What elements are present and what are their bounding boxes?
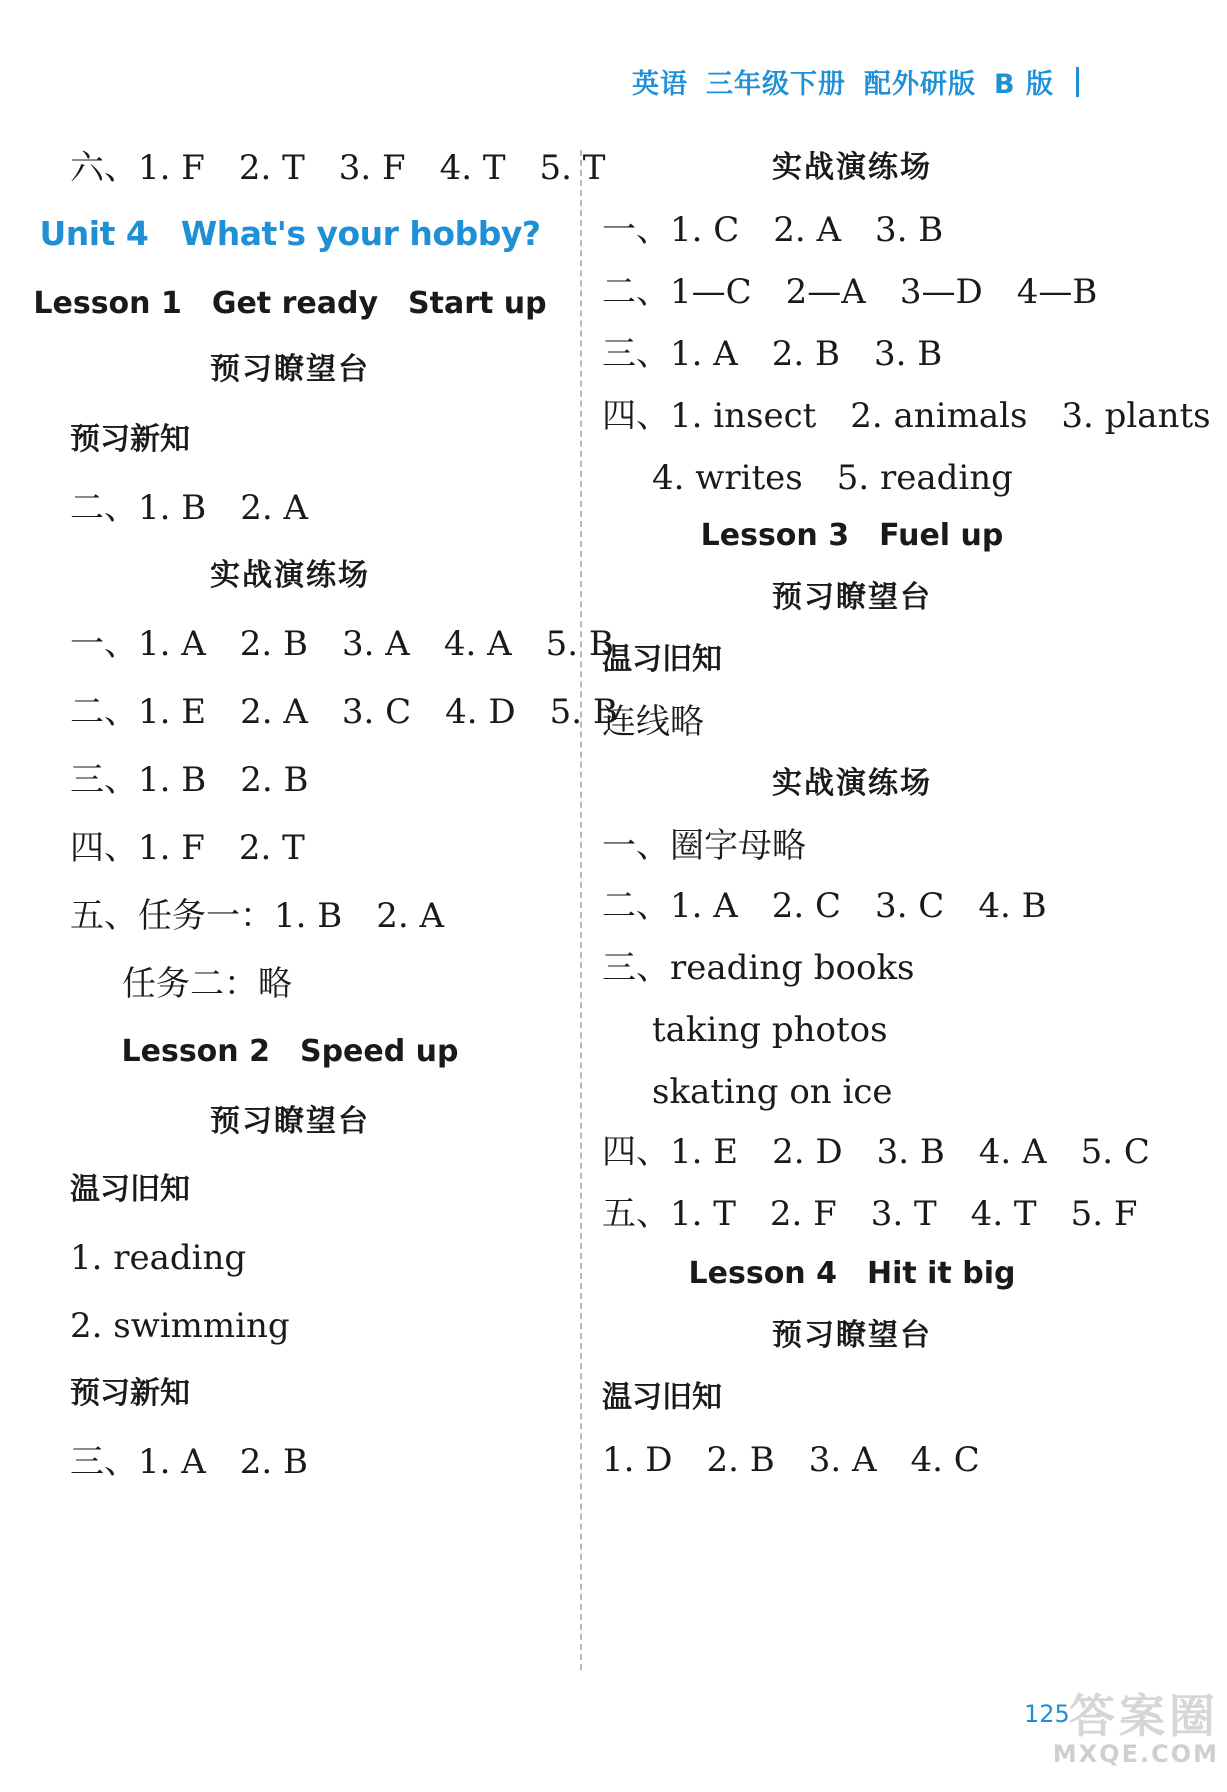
header-publisher: 配外研版 — [864, 69, 977, 100]
unit-title: Unit 4 What's your hobby? — [39, 214, 541, 253]
section-heading: 预习瞭望台 — [210, 1104, 370, 1139]
subsection-heading: 温习旧知 — [70, 1172, 190, 1207]
section-heading: 预习瞭望台 — [772, 1318, 932, 1353]
watermark — [1052, 1689, 1219, 1768]
answer-line: 二、1—C 2—A 3—D 4—B — [602, 272, 1098, 312]
page-number: 125 — [1024, 1700, 1070, 1728]
section-heading: 预习瞭望台 — [772, 580, 932, 615]
answer-line: 三、reading books — [602, 948, 915, 988]
section-heading: 实战演练场 — [772, 766, 932, 801]
answer-line: 二、1. A 2. C 3. C 4. B — [602, 886, 1047, 926]
answer-line: 二、1. B 2. A — [70, 488, 309, 528]
section-heading: 实战演练场 — [210, 558, 370, 593]
answer-line: 二、1. E 2. A 3. C 4. D 5. B — [70, 692, 618, 732]
subsection-heading: 预习新知 — [70, 1376, 190, 1411]
answer-line: 三、1. B 2. B — [70, 760, 309, 800]
answer-line: 五、1. T 2. F 3. T 4. T 5. F — [602, 1194, 1138, 1234]
answer-line: 一、圈字母略 — [602, 826, 806, 866]
watermark-logo: 答案圈 — [1069, 1689, 1219, 1743]
subsection-heading: 预习新知 — [70, 422, 190, 457]
answer-line: 四、1. E 2. D 3. B 4. A 5. C — [602, 1132, 1150, 1172]
section-heading: 实战演练场 — [772, 150, 932, 185]
lesson-heading: Lesson 2 Speed up — [121, 1034, 459, 1069]
lesson-heading: Lesson 3 Fuel up — [700, 518, 1004, 553]
answer-line: 4. writes 5. reading — [652, 458, 1013, 498]
answer-line: 四、1. F 2. T — [70, 828, 305, 868]
column-divider — [580, 150, 582, 1670]
answer-line: 六、1. F 2. T 3. F 4. T 5. T — [70, 148, 606, 188]
header-subject: 英语 — [632, 69, 689, 100]
answer-line: skating on ice — [652, 1072, 893, 1112]
header-edition: B 版 — [994, 69, 1054, 100]
answer-line: taking photos — [652, 1010, 888, 1050]
lesson-heading: Lesson 1 Get ready Start up — [33, 286, 547, 321]
answer-line: 五、任务一：1. B 2. A — [70, 896, 445, 936]
answer-line: 一、1. C 2. A 3. B — [602, 210, 944, 250]
running-header — [632, 62, 1079, 101]
answer-line: 四、1. insect 2. animals 3. plants — [602, 396, 1211, 436]
subsection-heading: 温习旧知 — [602, 1380, 722, 1415]
subsection-heading: 温习旧知 — [602, 642, 722, 677]
answer-line: 三、1. A 2. B 3. B — [602, 334, 943, 374]
header-grade: 三年级下册 — [706, 69, 847, 100]
answer-line: 1. reading — [70, 1238, 247, 1278]
answer-line: 2. swimming — [70, 1306, 290, 1346]
watermark-url: MXQE.COM — [1052, 1740, 1219, 1768]
answer-line: 1. D 2. B 3. A 4. C — [602, 1440, 980, 1480]
header-bar — [1076, 67, 1079, 97]
answer-line: 一、1. A 2. B 3. A 4. A 5. B — [70, 624, 614, 664]
answer-line: 三、1. A 2. B — [70, 1442, 309, 1482]
lesson-heading: Lesson 4 Hit it big — [688, 1256, 1016, 1291]
section-heading: 预习瞭望台 — [210, 352, 370, 387]
answer-line: 任务二：略 — [122, 964, 292, 1004]
answer-line: 连线略 — [602, 702, 704, 742]
